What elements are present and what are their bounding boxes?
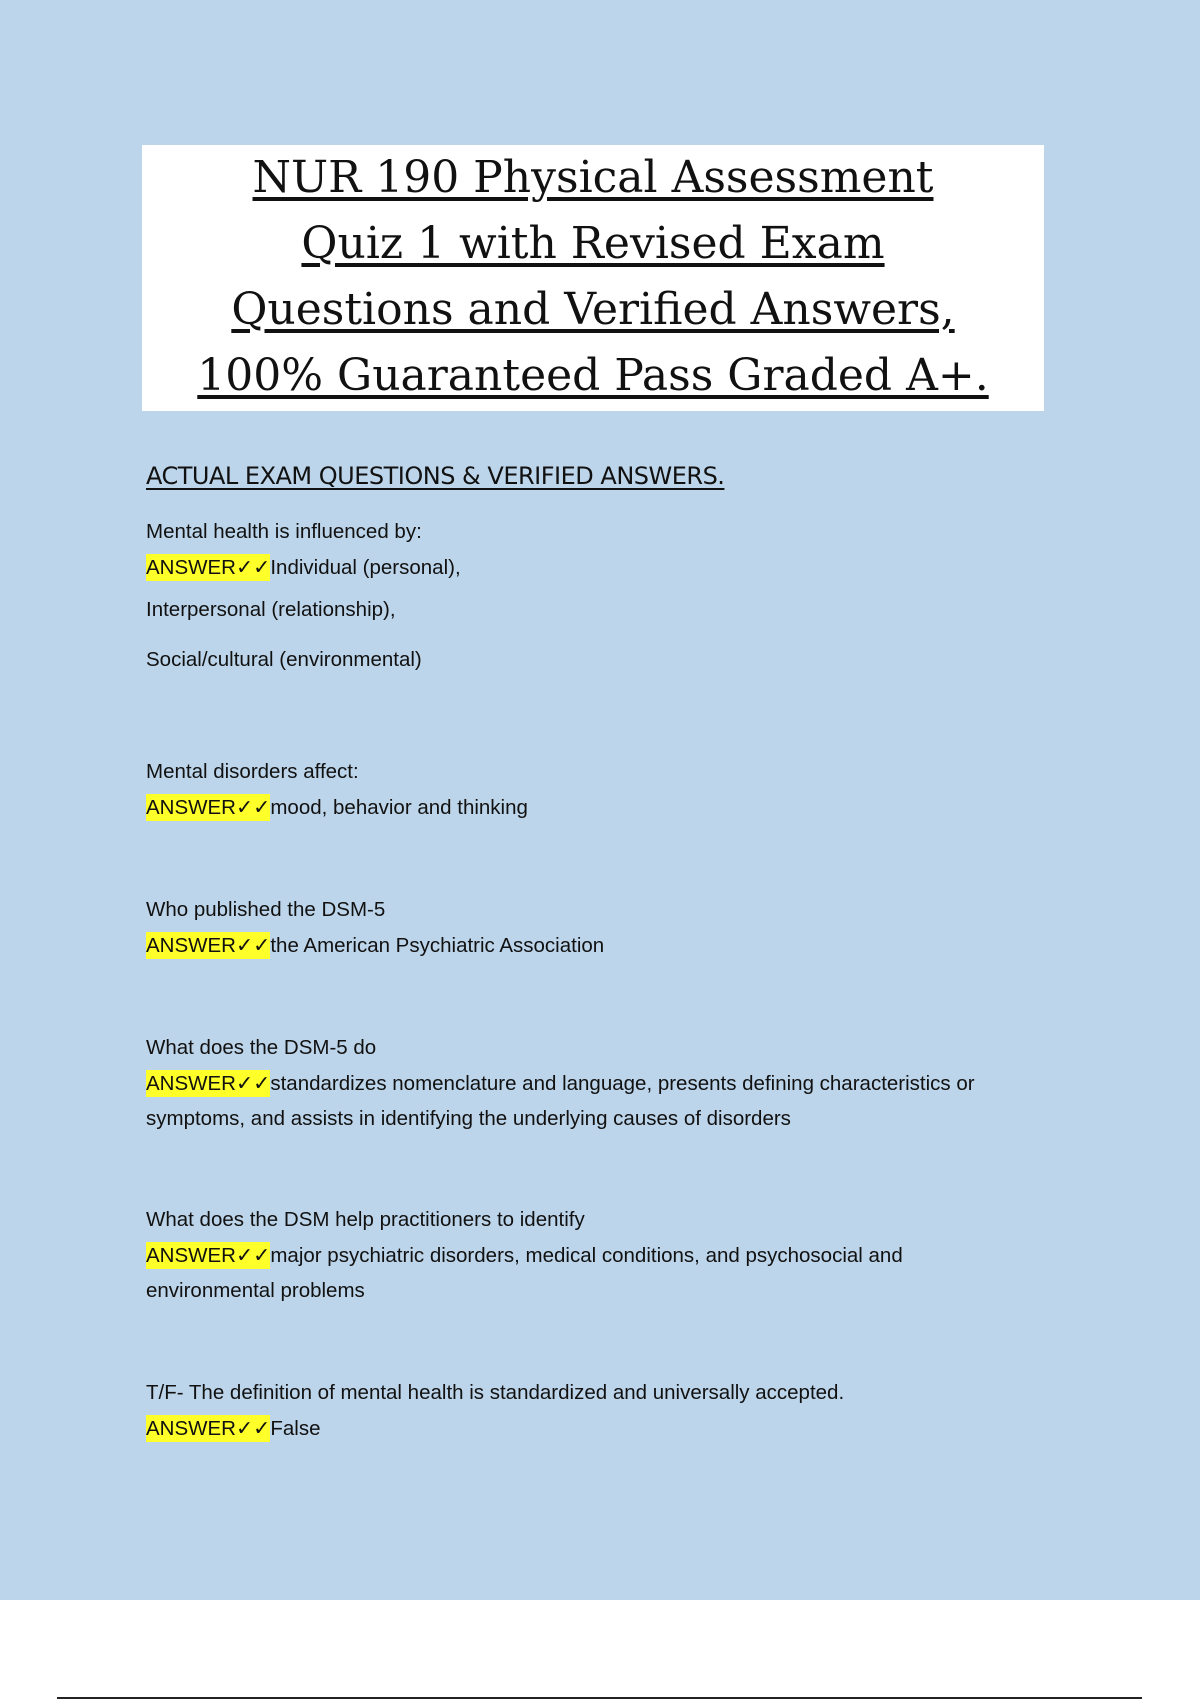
answer-line: [146, 1238, 1046, 1273]
answer-text: the American Psychiatric Association: [270, 934, 605, 957]
qa-item-3: [146, 892, 1046, 963]
title-line-3: Questions and Verified Answers,: [231, 284, 955, 335]
qa-item-4: [146, 1030, 1046, 1136]
answer-label: ANSWER✓✓: [146, 556, 271, 579]
footer-rule: [57, 1697, 1142, 1699]
answer-label: ANSWER✓✓: [146, 1417, 271, 1440]
answer-text-wrap: symptoms, and assists in identifying the underlying causes of disorders: [146, 1107, 791, 1130]
section-heading: ACTUAL EXAM QUESTIONS & VERIFIED ANSWERS.: [146, 462, 725, 490]
question-text: Mental health is influenced by:: [146, 520, 422, 543]
answer-text-wrap: environmental problems: [146, 1279, 365, 1302]
answer-text: major psychiatric disorders, medical conditions, and psychosocial and: [270, 1244, 903, 1267]
answer-line: [146, 550, 1046, 585]
title-line-4: 100% Guaranteed Pass Graded A+.: [197, 350, 989, 401]
question-text: What does the DSM help practitioners to identify: [146, 1208, 585, 1231]
answer-label: ANSWER✓✓: [146, 796, 271, 819]
question-text: T/F- The definition of mental health is standardized and universally accepted.: [146, 1381, 845, 1404]
answer-label: ANSWER✓✓: [146, 1072, 271, 1095]
answer-text: mood, behavior and thinking: [270, 796, 528, 819]
answer-label: ANSWER✓✓: [146, 1244, 271, 1267]
title-box: [142, 145, 1044, 411]
qa-item-5: [146, 1202, 1046, 1308]
answer-text: Individual (personal),: [270, 556, 461, 579]
answer-line: [146, 790, 1046, 825]
qa-item-6: [146, 1375, 1046, 1446]
qa-item-1: [146, 514, 1046, 685]
question-text: Who published the DSM-5: [146, 898, 386, 921]
answer-line: [146, 1066, 1046, 1101]
question-text: What does the DSM-5 do: [146, 1036, 377, 1059]
title-line-2: Quiz 1 with Revised Exam: [301, 218, 885, 269]
answer-text: standardizes nomenclature and language, presents defining characteristics or: [270, 1072, 975, 1095]
answer-continuation: Interpersonal (relationship),: [146, 598, 396, 621]
question-text: Mental disorders affect:: [146, 760, 359, 783]
qa-item-2: [146, 754, 1046, 825]
title-line-1: NUR 190 Physical Assessment: [252, 152, 934, 203]
answer-continuation: Social/cultural (environmental): [146, 648, 422, 671]
answer-label: ANSWER✓✓: [146, 934, 271, 957]
answer-line: [146, 1411, 1046, 1446]
answer-line: [146, 928, 1046, 963]
answer-text: False: [270, 1417, 321, 1440]
